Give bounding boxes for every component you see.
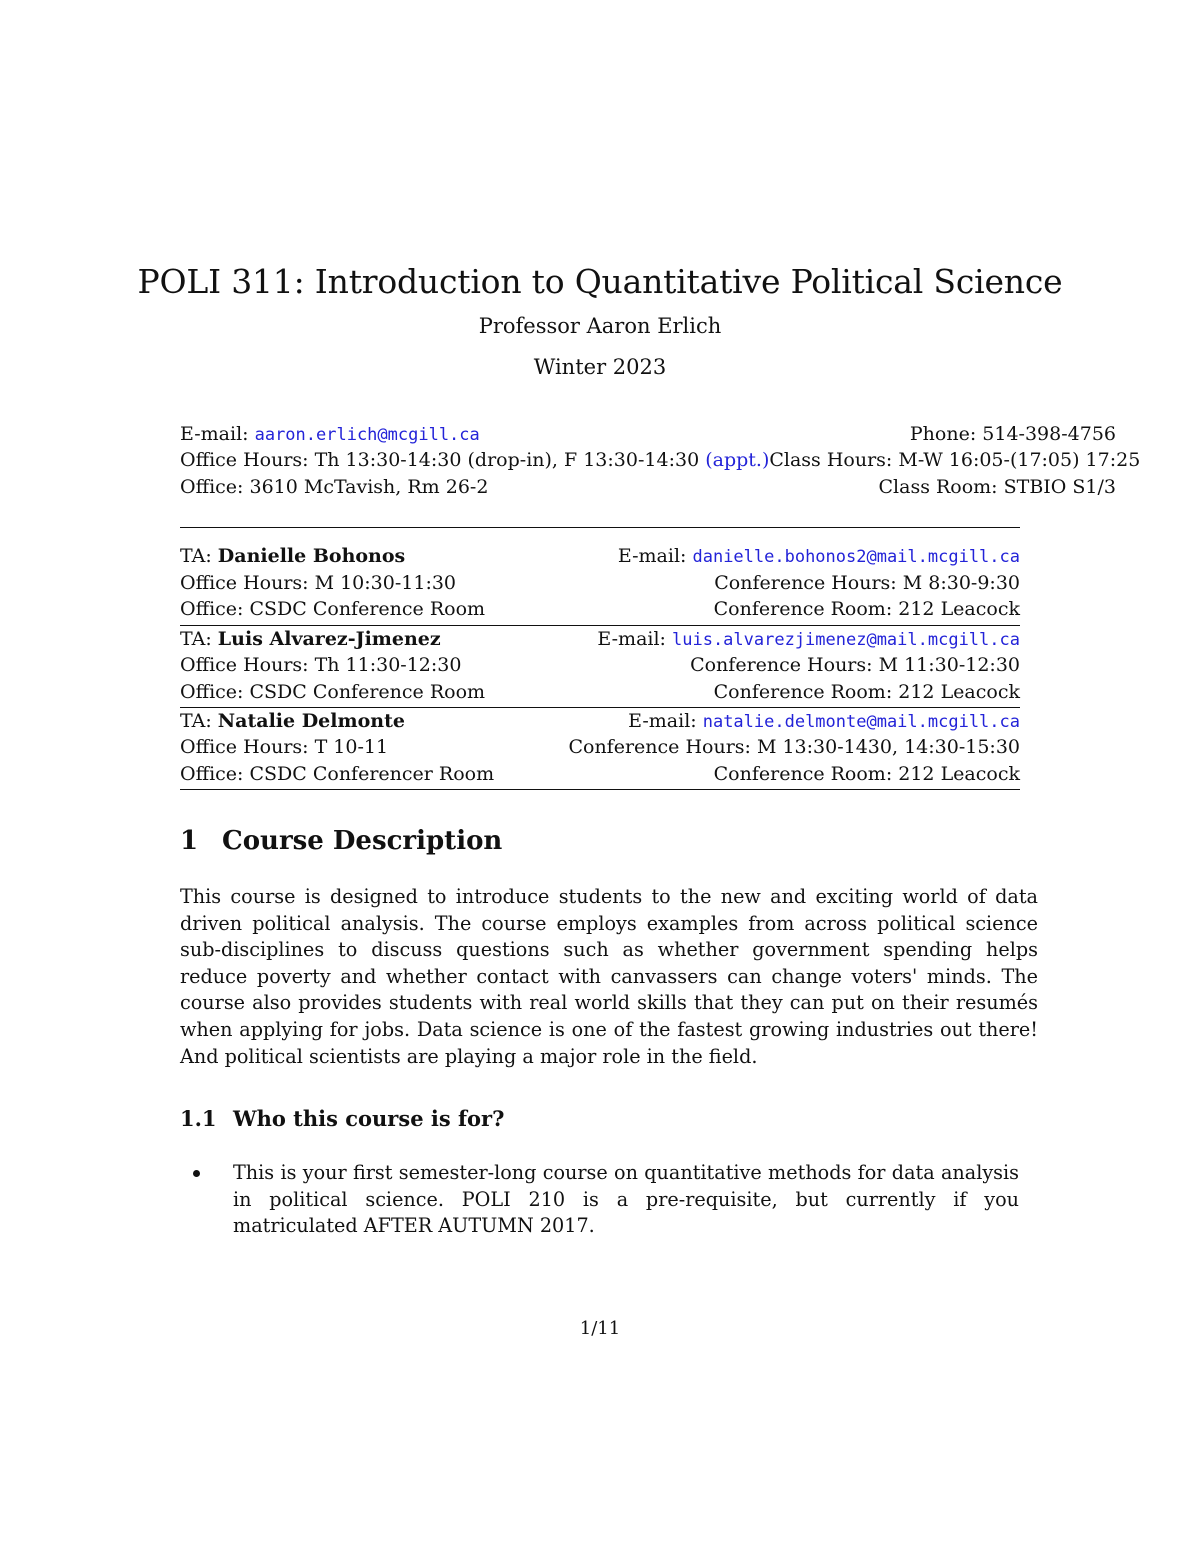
- instructor-email-link[interactable]: aaron.erlich@mcgill.ca: [254, 425, 480, 445]
- ta-3-row-1: [180, 708, 1020, 735]
- instructor-phone: Phone: 514-398-4756: [909, 423, 1116, 445]
- ta-1-conference-hours: Conference Hours: M 8:30-9:30: [714, 572, 1020, 594]
- ta-2-row-2: [180, 652, 1020, 678]
- ta-2-row-3: [180, 679, 1020, 705]
- ta-3-office: Office: CSDC Conferencer Room: [180, 763, 495, 785]
- ta-label: TA:: [180, 628, 218, 650]
- contact-row-2: [180, 447, 1141, 473]
- ta-3-email-link[interactable]: natalie.delmonte@mail.mcgill.ca: [702, 712, 1020, 732]
- subsection-heading: [180, 1106, 504, 1131]
- ta-2-office: Office: CSDC Conference Room: [180, 681, 486, 703]
- section-heading: [180, 826, 502, 856]
- email-label: E-mail:: [628, 710, 703, 732]
- ta-2-email-line: [597, 626, 1020, 653]
- ta-3-name-line: [180, 708, 405, 735]
- subsection-number: 1.1: [180, 1106, 217, 1131]
- class-hours: Class Hours: M-W 16:05-(17:05) 17:25: [769, 449, 1141, 471]
- ta-1-name-line: [180, 543, 405, 570]
- office-hours-text: Office Hours: Th 13:30-14:30 (drop-in), F 13:30-14:30: [180, 449, 706, 471]
- ta-3-email-line: [628, 708, 1020, 735]
- ta-label: TA:: [180, 710, 218, 732]
- ta-2-name: Luis Alvarez-Jimenez: [217, 628, 441, 650]
- ta-table-top-rule: [180, 527, 1020, 528]
- contact-row-1: [180, 421, 1116, 448]
- subsection-title: Who this course is for?: [233, 1106, 505, 1131]
- instructor-email: [180, 421, 480, 448]
- ta-1-office: Office: CSDC Conference Room: [180, 598, 486, 620]
- ta-1-conference-room: Conference Room: 212 Leacock: [713, 598, 1020, 620]
- list-item: This is your first semester-long course on quantitative methods for data analysis in political science. POLI 210 is a pre-requisite, but currently if you matriculated AFTER AUTUMN 2017.: [233, 1161, 1019, 1238]
- ta-1-office-hours: Office Hours: M 10:30-11:30: [180, 572, 457, 594]
- ta-3-conference-hours: Conference Hours: M 13:30-1430, 14:30-15:30: [568, 736, 1020, 758]
- ta-2-row-1: [180, 626, 1020, 653]
- ta-3-office-hours: Office Hours: T 10-11: [180, 736, 389, 758]
- bullet-icon: [193, 1170, 200, 1177]
- appt-link[interactable]: (appt.): [705, 449, 770, 471]
- email-label: E-mail:: [617, 545, 693, 567]
- professor-name: Professor Aaron Erlich: [478, 314, 722, 338]
- ta-3-row-3: [180, 761, 1020, 787]
- term: Winter 2023: [533, 355, 667, 379]
- ta-3-row-2: [180, 734, 1020, 760]
- ta-2-name-line: [180, 626, 441, 653]
- section-number: 1: [180, 826, 199, 856]
- ta-1-row-3: [180, 596, 1020, 622]
- page-number: 1/11: [579, 1318, 621, 1339]
- ta-3-conference-room: Conference Room: 212 Leacock: [713, 763, 1020, 785]
- ta-2-office-hours: Office Hours: Th 11:30-12:30: [180, 654, 462, 676]
- ta-1-row-1: [180, 543, 1020, 570]
- course-description-paragraph: This course is designed to introduce students to the new and exciting world of data driven political analysis. The course employs examples from across political science sub-disciplines to discuss questions such as whether government spending helps reduce poverty and whether contact with canvassers can change voters' minds. The course also provides students with real world skills that they can put on their resumés when applying for jobs. Data science is one of the fastest growing industries out there! And political scientists are playing a major role in the field.: [180, 885, 1038, 1068]
- ta-1-email-link[interactable]: danielle.bohonos2@mail.mcgill.ca: [692, 547, 1020, 567]
- ta-2-email-link[interactable]: luis.alvarezjimenez@mail.mcgill.ca: [672, 630, 1020, 650]
- email-label: E-mail:: [180, 423, 255, 445]
- ta-label: TA:: [180, 545, 218, 567]
- ta-2-conference-room: Conference Room: 212 Leacock: [713, 681, 1020, 703]
- ta-1-email-line: [618, 543, 1020, 570]
- ta-2-conference-hours: Conference Hours: M 11:30-12:30: [690, 654, 1020, 676]
- ta-3-name: Natalie Delmonte: [217, 710, 405, 732]
- section-title: Course Description: [222, 826, 503, 856]
- ta-1-name: Danielle Bohonos: [217, 545, 406, 567]
- class-room: Class Room: STBIO S1/3: [878, 476, 1116, 498]
- email-label: E-mail:: [597, 628, 672, 650]
- contact-row-3: [180, 474, 1116, 500]
- instructor-office: Office: 3610 McTavish, Rm 26-2: [180, 476, 489, 498]
- document-title: POLI 311: Introduction to Quantitative Political Science: [137, 262, 1063, 301]
- instructor-office-hours: [180, 447, 769, 473]
- ta-1-row-2: [180, 570, 1020, 596]
- ta-table-bottom-rule: [180, 789, 1020, 790]
